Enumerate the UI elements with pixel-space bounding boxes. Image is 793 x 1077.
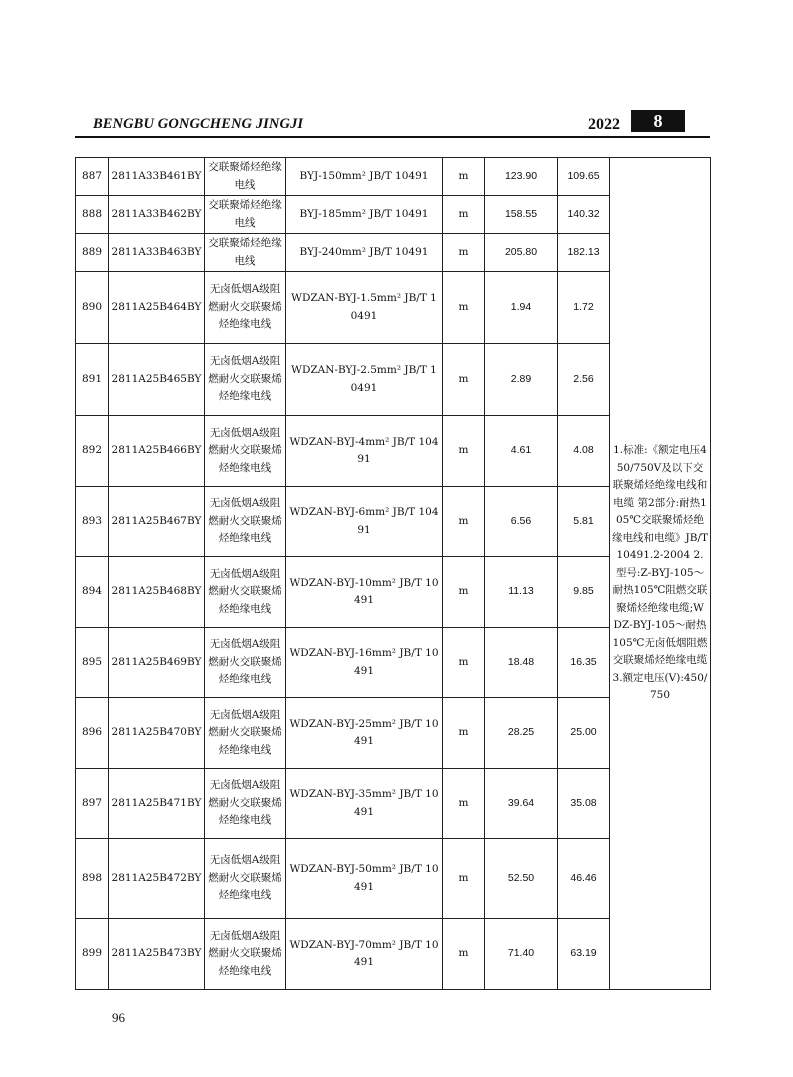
item-unit: m <box>443 839 485 919</box>
price-excluding-tax: 109.65 <box>558 158 610 196</box>
item-model: WDZAN-BYJ-6mm² JB/T 10491 <box>286 487 443 557</box>
item-code: 2811A25B471BY <box>109 769 205 839</box>
price-table <box>75 157 711 990</box>
item-name: 无卤低烟A级阻燃耐火交联聚烯烃绝缘电线 <box>205 698 286 769</box>
item-code: 2811A25B472BY <box>109 839 205 919</box>
item-code: 2811A25B469BY <box>109 628 205 698</box>
price-excluding-tax: 1.72 <box>558 272 610 344</box>
item-unit: m <box>443 416 485 487</box>
row-number: 895 <box>76 628 109 698</box>
item-model: WDZAN-BYJ-1.5mm² JB/T 10491 <box>286 272 443 344</box>
price-including-tax: 52.50 <box>485 839 558 919</box>
price-including-tax: 4.61 <box>485 416 558 487</box>
item-name: 交联聚烯烃绝缘电线 <box>205 234 286 272</box>
row-number: 894 <box>76 557 109 628</box>
row-number: 898 <box>76 839 109 919</box>
item-model: WDZAN-BYJ-4mm² JB/T 10491 <box>286 416 443 487</box>
row-number: 893 <box>76 487 109 557</box>
item-model: WDZAN-BYJ-50mm² JB/T 10491 <box>286 839 443 919</box>
page-number: 96 <box>112 1010 125 1025</box>
price-including-tax: 2.89 <box>485 344 558 416</box>
item-model: WDZAN-BYJ-70mm² JB/T 10491 <box>286 919 443 990</box>
table-row <box>76 158 711 196</box>
running-header <box>75 112 710 138</box>
item-code: 2811A33B463BY <box>109 234 205 272</box>
item-name: 无卤低烟A级阻燃耐火交联聚烯烃绝缘电线 <box>205 628 286 698</box>
item-name: 交联聚烯烃绝缘电线 <box>205 158 286 196</box>
item-name: 无卤低烟A级阻燃耐火交联聚烯烃绝缘电线 <box>205 769 286 839</box>
item-model: BYJ-240mm² JB/T 10491 <box>286 234 443 272</box>
item-code: 2811A33B462BY <box>109 196 205 234</box>
item-code: 2811A25B473BY <box>109 919 205 990</box>
price-excluding-tax: 35.08 <box>558 769 610 839</box>
item-name: 交联聚烯烃绝缘电线 <box>205 196 286 234</box>
price-excluding-tax: 46.46 <box>558 839 610 919</box>
item-unit: m <box>443 628 485 698</box>
row-number: 890 <box>76 272 109 344</box>
row-number: 891 <box>76 344 109 416</box>
price-excluding-tax: 9.85 <box>558 557 610 628</box>
item-model: WDZAN-BYJ-25mm² JB/T 10491 <box>286 698 443 769</box>
header-rule <box>75 136 710 138</box>
journal-title: BENGBU GONGCHENG JINGJI <box>93 116 304 132</box>
item-unit: m <box>443 196 485 234</box>
item-model: BYJ-150mm² JB/T 10491 <box>286 158 443 196</box>
price-excluding-tax: 5.81 <box>558 487 610 557</box>
item-model: WDZAN-BYJ-35mm² JB/T 10491 <box>286 769 443 839</box>
item-unit: m <box>443 557 485 628</box>
item-model: WDZAN-BYJ-10mm² JB/T 10491 <box>286 557 443 628</box>
price-including-tax: 71.40 <box>485 919 558 990</box>
issue-number-badge: 8 <box>631 110 685 132</box>
row-number: 896 <box>76 698 109 769</box>
item-code: 2811A25B470BY <box>109 698 205 769</box>
item-code: 2811A33B461BY <box>109 158 205 196</box>
item-name: 无卤低烟A级阻燃耐火交联聚烯烃绝缘电线 <box>205 839 286 919</box>
price-including-tax: 1.94 <box>485 272 558 344</box>
row-number: 899 <box>76 919 109 990</box>
item-code: 2811A25B465BY <box>109 344 205 416</box>
price-including-tax: 123.90 <box>485 158 558 196</box>
price-including-tax: 18.48 <box>485 628 558 698</box>
item-code: 2811A25B467BY <box>109 487 205 557</box>
item-unit: m <box>443 487 485 557</box>
price-including-tax: 39.64 <box>485 769 558 839</box>
item-model: WDZAN-BYJ-2.5mm² JB/T 10491 <box>286 344 443 416</box>
item-unit: m <box>443 769 485 839</box>
price-including-tax: 158.55 <box>485 196 558 234</box>
item-name: 无卤低烟A级阻燃耐火交联聚烯烃绝缘电线 <box>205 416 286 487</box>
price-excluding-tax: 140.32 <box>558 196 610 234</box>
price-excluding-tax: 63.19 <box>558 919 610 990</box>
price-excluding-tax: 182.13 <box>558 234 610 272</box>
item-model: WDZAN-BYJ-16mm² JB/T 10491 <box>286 628 443 698</box>
price-including-tax: 205.80 <box>485 234 558 272</box>
item-code: 2811A25B466BY <box>109 416 205 487</box>
item-unit: m <box>443 158 485 196</box>
issue-year: 2022 <box>588 116 620 133</box>
price-including-tax: 6.56 <box>485 487 558 557</box>
remarks-cell: 1.标准:《额定电压450/750V及以下交联聚烯烃绝缘电线和电缆 第2部分:耐热105℃交联聚烯烃绝缘电线和电缆》JB/T 10491.2-2004 2.型号:Z-BYJ-105～耐热105℃阻燃交联聚烯烃绝缘电缆;WDZ-BYJ-105～耐热105℃无卤低烟阻燃交联聚烯烃绝缘电缆 3.额定电压(V):450/750 <box>610 158 711 990</box>
row-number: 897 <box>76 769 109 839</box>
row-number: 889 <box>76 234 109 272</box>
item-unit: m <box>443 234 485 272</box>
item-unit: m <box>443 698 485 769</box>
item-unit: m <box>443 919 485 990</box>
item-unit: m <box>443 344 485 416</box>
row-number: 888 <box>76 196 109 234</box>
row-number: 887 <box>76 158 109 196</box>
price-excluding-tax: 2.56 <box>558 344 610 416</box>
item-model: BYJ-185mm² JB/T 10491 <box>286 196 443 234</box>
item-code: 2811A25B468BY <box>109 557 205 628</box>
item-name: 无卤低烟A级阻燃耐火交联聚烯烃绝缘电线 <box>205 272 286 344</box>
row-number: 892 <box>76 416 109 487</box>
item-name: 无卤低烟A级阻燃耐火交联聚烯烃绝缘电线 <box>205 487 286 557</box>
item-name: 无卤低烟A级阻燃耐火交联聚烯烃绝缘电线 <box>205 557 286 628</box>
item-unit: m <box>443 272 485 344</box>
item-code: 2811A25B464BY <box>109 272 205 344</box>
price-including-tax: 11.13 <box>485 557 558 628</box>
price-including-tax: 28.25 <box>485 698 558 769</box>
price-excluding-tax: 16.35 <box>558 628 610 698</box>
item-name: 无卤低烟A级阻燃耐火交联聚烯烃绝缘电线 <box>205 919 286 990</box>
price-excluding-tax: 4.08 <box>558 416 610 487</box>
price-excluding-tax: 25.00 <box>558 698 610 769</box>
item-name: 无卤低烟A级阻燃耐火交联聚烯烃绝缘电线 <box>205 344 286 416</box>
